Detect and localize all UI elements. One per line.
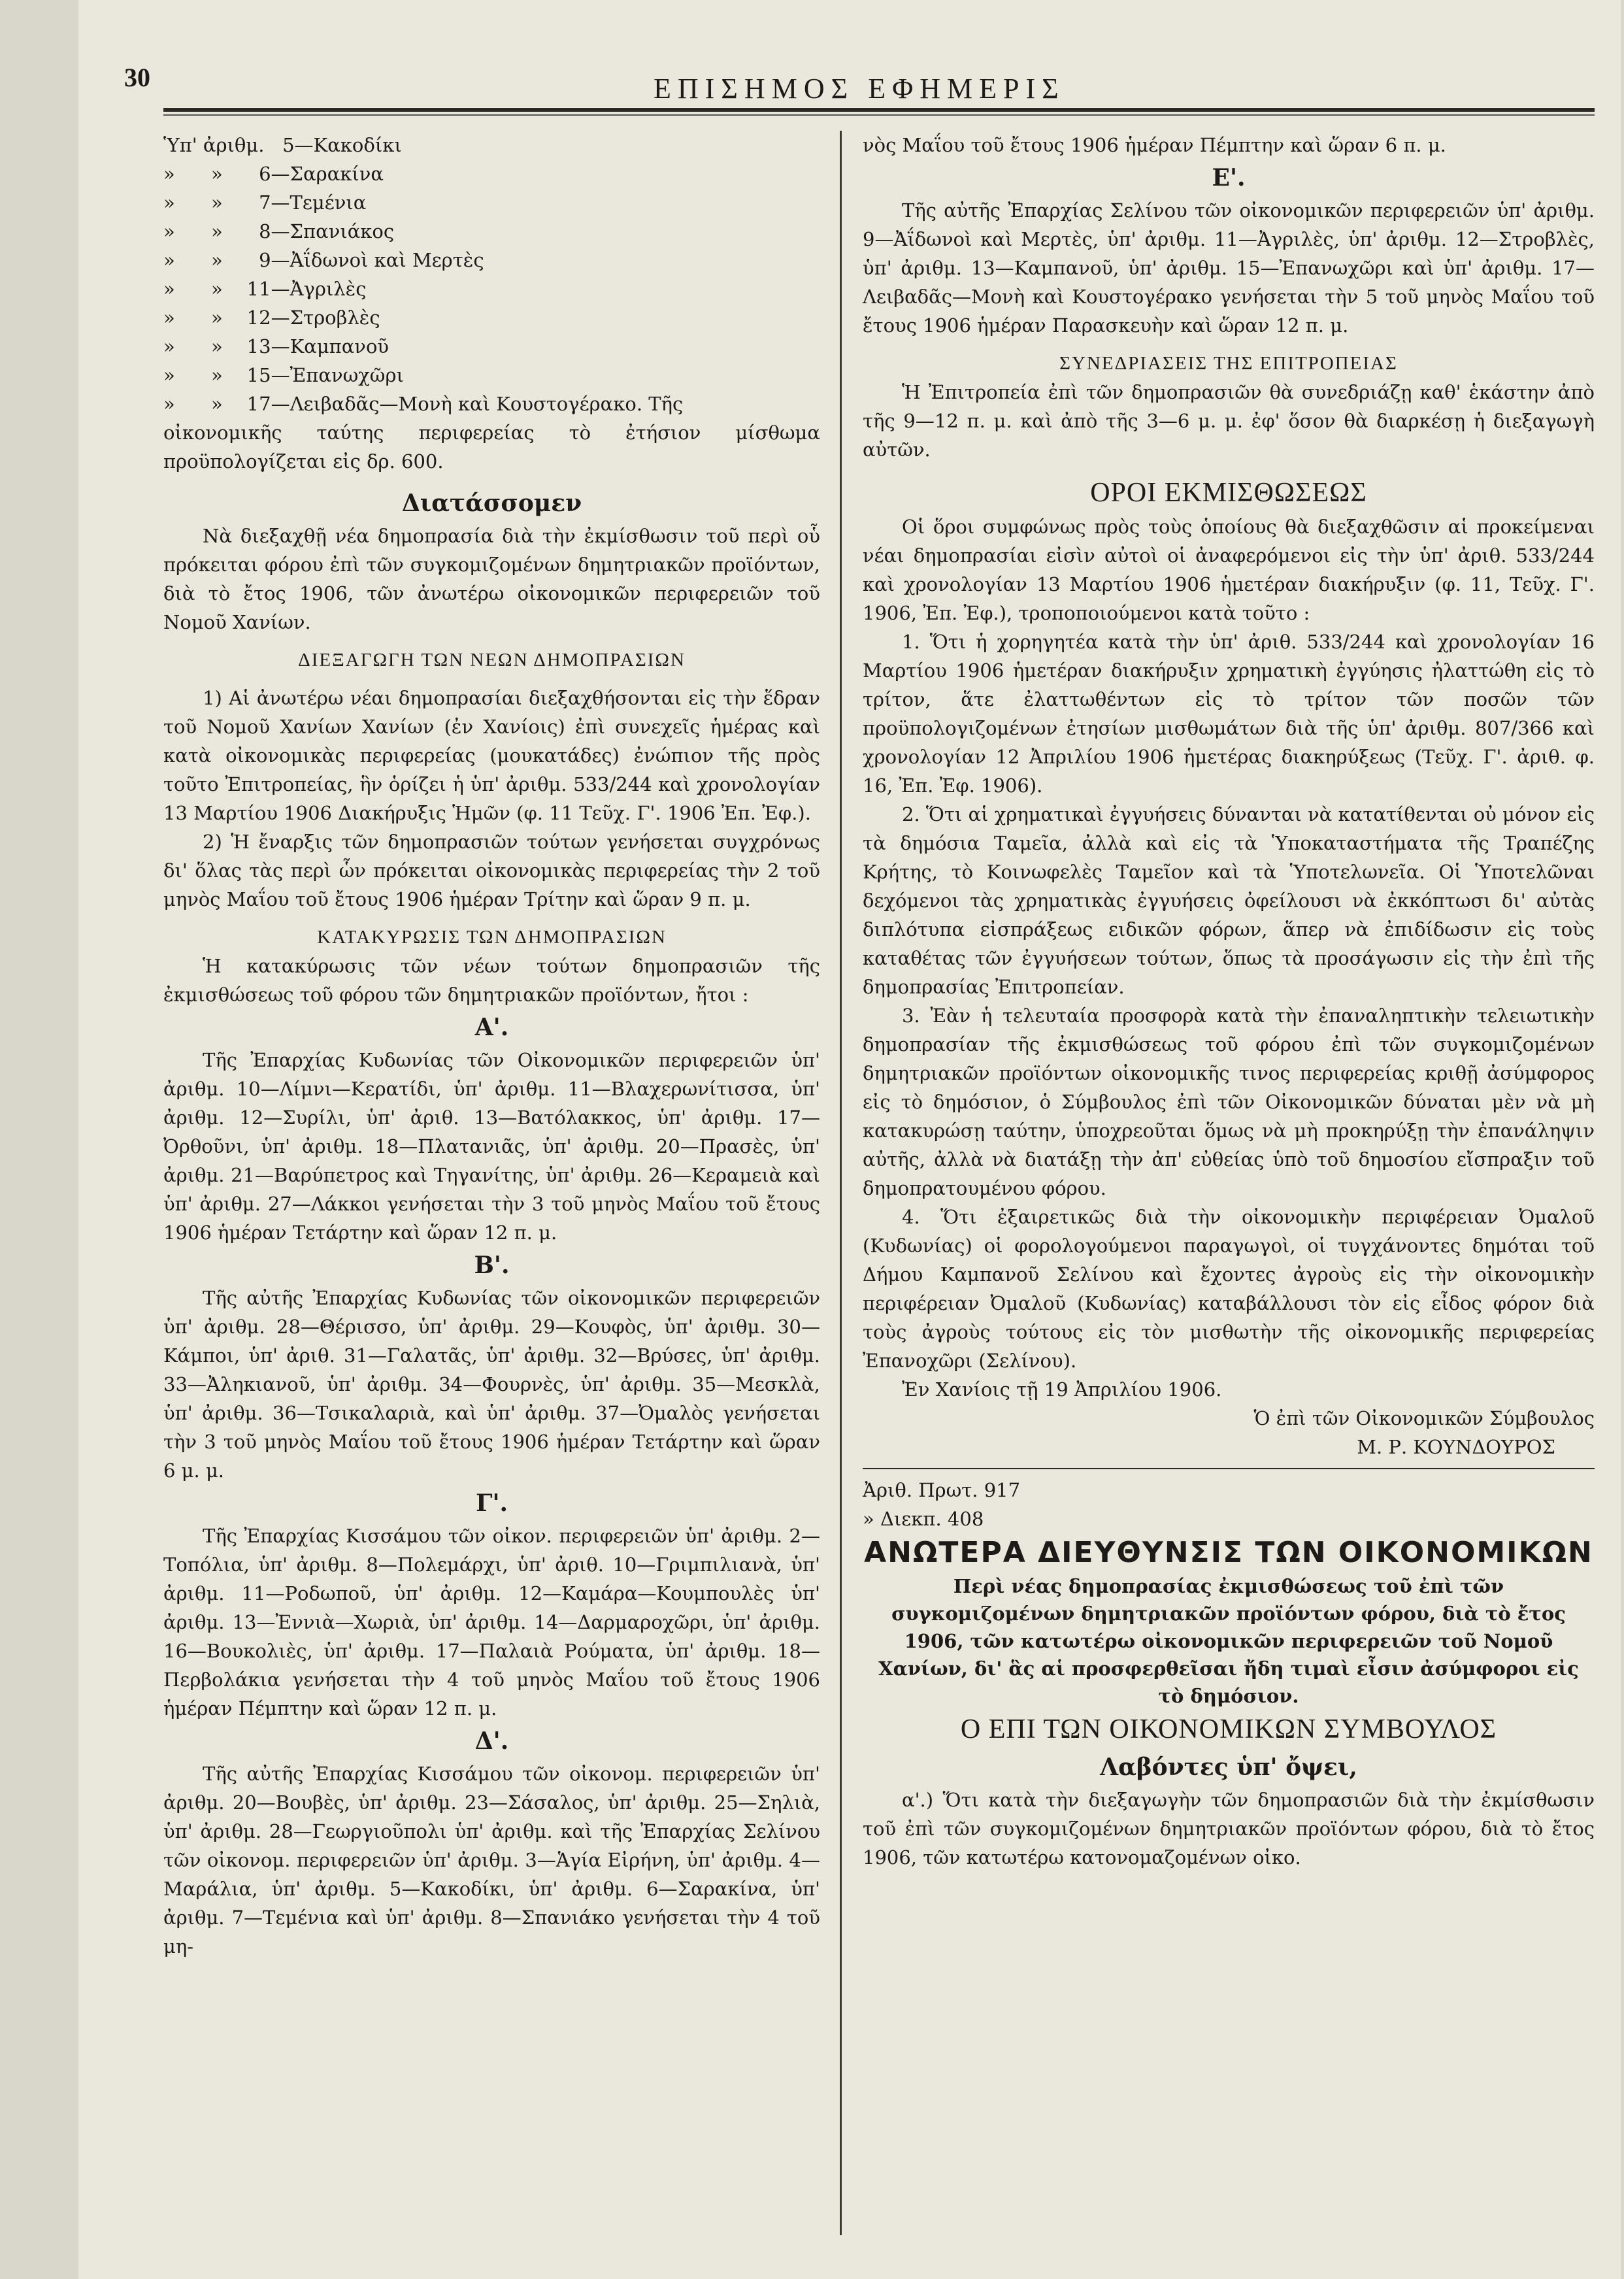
section-b: Β'. (474, 1252, 510, 1279)
signer-name: Μ. Ρ. ΚΟΥΝΔΟΥΡΟΣ (1357, 1436, 1555, 1458)
heading-sessions: ΣΥΝΕΔΡΙΑΣΕΙΣ ΤΗΣ ΕΠΙΤΡΟΠΕΙΑΣ (1059, 353, 1398, 374)
term-item: 2. Ὅτι αἱ χρηματικαὶ ἐγγυήσεις δύνανται νὰ κατατίθενται οὐ μόνον εἰς τὰ δημόσια Ταμεῖα, ἀλλὰ καὶ εἰς τὰ Ὑποκαταστήματα τῆς Τραπέζης Κρήτης, τὸ Κοινωφελὲς Ταμεῖον καὶ τὰ Ὑποτελωνεῖα. Οἱ Ὑποτελῶναι δεχόμενοι τὰς χρηματικὰς ἐγγυήσεις ὀφείλουσι νὰ ἐκκόπτωσι δι' αὐτὰς διπλότυπα εἰσπράξεως ειδικῶν φόρων, ἅπερ νὰ ἐπιδίδωσιν εἰς τοὺς καταθέτας τῶν ἐγγυήσεων τούτων, ὅπως τὰ προσάγωσιν εἰς τὴν ἐπὶ τῆς δημοπρασίας Ἐπιτροπείαν. (863, 803, 1595, 998)
list-line: » » 6—Σαρακίνα (163, 163, 384, 185)
list-line: » » 11—Ἀγριλὲς (163, 278, 367, 300)
column-divider (840, 131, 842, 2235)
separator (863, 1468, 1595, 1469)
header-rule-thin (163, 114, 1595, 116)
section-a: Α'. (474, 1014, 509, 1041)
heading-award: ΚΑΤΑΚΥΡΩΣΙΣ ΤΩΝ ΔΗΜΟΠΡΑΣΙΩΝ (317, 927, 667, 948)
list-line: » » 13—Καμπανοῦ (163, 335, 389, 358)
paragraph: Νὰ διεξαχθῇ νέα δημοπρασία διὰ τὴν ἐκμίσθωσιν τοῦ περὶ οὗ πρόκειται φόρου ἐπὶ τῶν συγκομιζομένων δημητριακῶν προϊόντων, διὰ τὸ ἔτος 1906, τῶν ἀνωτέρω οἰκονομικῶν περιφερειῶν τοῦ Νομοῦ Χανίων. (163, 525, 820, 633)
paragraph: Ἡ κατακύρωσις τῶν νέων τούτων δημοπρασιῶν τῆς ἐκμισθώσεως τοῦ φόρου τῶν δημητριακῶν προϊόντων, ἤτοι : (163, 955, 820, 1006)
paragraph: Τῆς αὐτῆς Ἐπαρχίας Σελίνου τῶν οἰκονομικῶν περιφερειῶν ὑπ' ἀριθμ. 9—Ἀΐδωνοὶ καὶ Μερτὲς, ὑπ' ἀριθμ. 11—Ἀγριλὲς, ὑπ' ἀριθμ. 12—Στροβλὲς, ὑπ' ἀριθμ. 13—Καμπανοῦ, ὑπ' ἀριθμ. 15—Ἐπανωχῶρι καὶ ὑπ' ἀριθμ. 17—Λειβαδᾶς—Μονὴ καὶ Κουστογέρακο γενήσεται τὴν 5 τοῦ μηνὸς Μαΐου τοῦ ἔτους 1906 ἡμέραν Παρασκευὴν καὶ ὥραν 12 π. μ. (863, 199, 1595, 337)
list-line: » » 17—Λειβαδᾶς—Μονὴ καὶ Κουστογέρακο. Τῆς (163, 393, 684, 415)
masthead-title: ΕΠΙΣΗΜΟΣ ΕΦΗΜΕΡΙΣ (654, 73, 1065, 105)
paragraph: Οἱ ὅροι συμφώνως πρὸς τοὺς ὁποίους θὰ διεξαχθῶσιν αἱ προκείμεναι νέαι δημοπρασίαι εἰσὶν αὐτοὶ οἱ ἀναφερόμενοι εἰς τὴν ὑπ' ἀριθ. 533/244 καὶ χρονολογίαν 13 Μαρτίου 1906 ἡμετέραν διακήρυξιν (φ. 11, Τεῦχ. Γ'. 1906, Ἐπ. Ἐφ.), τροποποιούμενοι κατὰ τοῦτο : (863, 516, 1595, 624)
term-item: 4. Ὅτι ἐξαιρετικῶς διὰ τὴν οἰκονομικὴν περιφέρειαν Ὀμαλοῦ (Κυδωνίας) οἱ φορολογούμενοι παραγωγοὶ, οἱ τυγχάνοντες δημόται τοῦ Δήμου Καμπανοῦ Σελίνου καὶ ἔχοντες ἀγροὺς εἰς τὴν οἰκονομικὴν περιφέρειαν Ὀμαλοῦ (Κυδωνίας) καταβάλλουσι τὸν εἰς εἶδος φόρον διὰ τοὺς ἀγροὺς τούτους εἰς τὸν μισθωτὴν τῆς οἰκονομικῆς περιφερείας Ἐπανοχῶρι (Σελίνου). (863, 1206, 1595, 1372)
paragraph: Τῆς αὐτῆς Ἐπαρχίας Κυδωνίας τῶν οἰκονομικῶν περιφερειῶν ὑπ' ἀριθμ. 28—Θέρισσο, ὑπ' ἀριθμ. 29—Κουφὸς, ὑπ' ἀριθμ. 30—Κάμποι, ὑπ' ἀριθ. 31—Γαλατᾶς, ὑπ' ἀριθμ. 32—Βρύσες, ὑπ' ἀριθμ. 33—Ἀληκιανοῦ, ὑπ' ἀριθμ. 34—Φουρνὲς, ὑπ' ἀριθμ. 35—Μεσκλὰ, ὑπ' ἀριθμ. 36—Τσικαλαριὰ, καὶ ὑπ' ἀριθμ. 37—Ὀμαλὸς γενήσεται τὴν 3 τοῦ μηνὸς Μαΐου τοῦ ἔτους 1906 ἡμέραν Τετάρτην καὶ ὥραν 6 μ. μ. (163, 1287, 820, 1482)
page-number: 30 (124, 63, 150, 92)
paragraph: α'.) Ὅτι κατὰ τὴν διεξαγωγὴν τῶν δημοπρασιῶν διὰ τὴν ἐκμίσθωσιν τοῦ ἐπὶ τῶν συγκομιζομένων δημητριακῶν προϊόντων φόρου, διὰ τὸ ἔτος 1906, τῶν κατωτέρω κατονομαζομένων οἰκο. (863, 1789, 1595, 1869)
header-rule (163, 108, 1595, 112)
term-item: 1. Ὅτι ἡ χορηγητέα κατὰ τὴν ὑπ' ἀριθ. 533/244 καὶ χρονολογίαν 16 Μαρτίου 1906 ἡμετέραν διακήρυξιν χρηματικὴ ἐγγύησις ἠλαττώθη εἰς τὸ τρίτον, ἅτε ἐλαττωθέντων εἰς τὸ τρίτον τῶν ποσῶν τῶν προϋπολογιζομένων ἐτησίων μισθωμάτων διὰ τῆς ὑπ' ἀριθμ. 807/366 καὶ χρονολογίαν 12 Ἀπριλίου 1906 ἡμετέρας διακηρύξεως (Τεῦχ. Γ'. ἀριθ. φ. 16, Ἐπ. Ἐφ. 1906). (863, 631, 1595, 797)
list-line: » » 9—Ἀΐδωνοὶ καὶ Μερτὲς (163, 249, 484, 271)
heading-symboulos: Ο ΕΠΙ ΤΩΝ ΟΙΚΟΝΟΜΙΚΩΝ ΣΥΜΒΟΥΛΟΣ (960, 1714, 1497, 1744)
labontes-heading: Λαβόντες ὑπ' ὄψει, (1100, 1754, 1357, 1781)
heading-conduct: ΔΙΕΞΑΓΩΓΗ ΤΩΝ ΝΕΩΝ ΔΗΜΟΠΡΑΣΙΩΝ (298, 650, 686, 671)
list-tail: οἰκονομικῆς ταύτης περιφερείας τὸ ἐτήσιον μίσθωμα προϋπολογίζεται εἰς δρ. 600. (163, 422, 820, 473)
list-line: » » 15—Ἐπανωχῶρι (163, 364, 404, 386)
heading-terms: ΟΡΟΙ ΕΚΜΙΣΘΩΣΕΩΣ (1090, 478, 1367, 508)
date-line: Ἐν Χανίοις τῇ 19 Ἀπριλίου 1906. (902, 1378, 1222, 1401)
list-line: Ὑπ' ἀριθμ. 5—Κακοδίκι (163, 134, 402, 156)
term-item: 3. Ἐὰν ἡ τελευταία προσφορὰ κατὰ τὴν ἐπαναληπτικὴν τελειωτικὴν δημοπρασίαν τῆς ἐκμισθώσεως τοῦ φόρου ἐπὶ τῶν συγκομιζομένων δημητριακῶν προϊόντων οἰκονομικῆς τινος περιφερείας κριθῇ ἀσύμφορος εἰς τὸ δημόσιον, ὁ Σύμβουλος ἐπὶ τῶν Οἰκονομικῶν δύναται μὲν νὰ μὴ κατακυρώσῃ ταύτην, ὑποχρεοῦται ὅμως νὰ μὴ προκηρύξῃ τὴν ἐπανάληψιν αὐτῆς, ἀλλὰ νὰ διατάξῃ τὴν ἀπ' εὐθείας ὑπὸ τοῦ δημοσίου εἴσπραξιν τοῦ δημοπρατουμένου φόρου. (863, 1005, 1595, 1199)
list-line: » » 12—Στροβλὲς (163, 307, 380, 329)
paragraph: Τῆς Ἐπαρχίας Κυδωνίας τῶν Οἰκονομικῶν περιφερειῶν ὑπ' ἀριθμ. 10—Λίμνι—Κερατίδι, ὑπ' ἀριθμ. 11—Βλαχερωνίτισσα, ὑπ' ἀριθμ. 12—Συρίλι, ὑπ' ἀριθ. 13—Βατόλακκος, ὑπ' ἀριθμ. 17—Ὀρθοῦνι, ὑπ' ἀριθμ. 18—Πλατανιᾶς, ὑπ' ἀριθμ. 20—Πρασὲς, ὑπ' ἀριθμ. 21—Βαρύπετρος καὶ Τηγανίτης, ὑπ' ἀριθμ. 26—Κεραμειὰ καὶ ὑπ' ἀριθμ. 27—Λάκκοι γενήσεται τὴν 3 τοῦ μηνὸς Μαΐου τοῦ ἔτους 1906 ἡμέραν Τετάρτην καὶ ὥραν 12 π. μ. (163, 1049, 820, 1244)
paragraph: 2) Ἡ ἔναρξις τῶν δημοπρασιῶν τούτων γενήσεται συγχρόνως δι' ὅλας τὰς περὶ ὧν πρόκειται οἰκονομικὰς περιφερείας τὴν 2 τοῦ μηνὸς Μαΐου τοῦ ἔτους 1906 ἡμέραν Τρίτην καὶ ὥραν 9 π. μ. (163, 831, 820, 910)
protocol-number: Ἀριθ. Πρωτ. 917 (863, 1479, 1021, 1501)
list-line: » » 7—Τεμένια (163, 191, 367, 214)
section-e: Ε'. (1212, 164, 1246, 191)
diekp-number: » Διεκπ. 408 (863, 1508, 984, 1530)
bold-paragraph: Περὶ νέας δημοπρασίας ἐκμισθώσεως τοῦ ἐπὶ τῶν συγκομιζομένων δημητριακῶν προϊόντων φόρου, διὰ τὸ ἔτος 1906, τῶν κατωτέρω οἰκονομικῶν περιφερειῶν τοῦ Νομοῦ Χανίων, δι' ἃς αἱ προσφερθεῖσαι ἤδη τιμαὶ εἶσιν ἀσύμφοροι εἰς τὸ δημόσιον. (878, 1575, 1579, 1707)
paragraph: Τῆς αὐτῆς Ἐπαρχίας Κισσάμου τῶν οἰκονομ. περιφερειῶν ὑπ' ἀριθμ. 20—Βουβὲς, ὑπ' ἀριθμ. 23—Σάσαλος, ὑπ' ἀριθμ. 25—Σηλιὰ, ὑπ' ἀριθμ. 28—Γεωργιοῦπολι ὑπ' ἀριθμ. καὶ τῆς Ἐπαρχίας Σελίνου τῶν οἰκονομ. περιφερειῶν ὑπ' ἀριθμ. 3—Ἁγία Εἰρήνη, ὑπ' ἀριθμ. 4—Μαράλια, ὑπ' ἀριθμ. 5—Κακοδίκι, ὑπ' ἀριθμ. 6—Σαρακίνα, ὑπ' ἀριθμ. 7—Τεμένια καὶ ὑπ' ἀριθμ. 8—Σπανιάκο γενήσεται τὴν 4 τοῦ μη- (163, 1763, 820, 1957)
heavy-heading: ΑΝΩΤΕΡΑ ΔΙΕΥΘΥΝΣΙΣ ΤΩΝ ΟΙΚΟΝΟΜΙΚΩΝ (864, 1536, 1593, 1569)
paragraph: Ἡ Ἐπιτροπεία ἐπὶ τῶν δημοπρασιῶν θὰ συνεδριάζῃ καθ' ἑκάστην ἀπὸ τῆς 9—12 π. μ. καὶ ἀπὸ τῆς 3—6 μ. μ. ἐφ' ὅσον θὰ διαρκέσῃ ἡ διεξαγωγὴ αὐτῶν. (863, 381, 1595, 461)
paragraph: 1) Αἱ ἀνωτέρω νέαι δημοπρασίαι διεξαχθήσονται εἰς τὴν ἕδραν τοῦ Νομοῦ Χανίων Χανίων (ἐν Χανίοις) ἐπὶ συνεχεῖς ἡμέρας καὶ κατὰ οἰκονομικὰς περιφερείας (μουκατάδες) ἐνώπιον τῆς πρὸς τοῦτο Ἐπιτροπείας, ἣν ὁρίζει ἡ ὑπ' ἀριθμ. 533/244 καὶ χρονολογίαν 13 Μαρτίου 1906 Διακήρυξις Ἡμῶν (φ. 11 Τεῦχ. Γ'. 1906 Ἐπ. Ἐφ.). (163, 687, 820, 824)
diatassomen-heading: Διατάσσομεν (401, 490, 582, 517)
section-d: Δ'. (474, 1727, 509, 1755)
list-line: » » 8—Σπανιάκος (163, 220, 395, 242)
paragraph-continued: νὸς Μαΐου τοῦ ἔτους 1906 ἡμέραν Πέμπτην καὶ ὥραν 6 π. μ. (863, 134, 1446, 156)
paragraph: Τῆς Ἐπαρχίας Κισσάμου τῶν οἰκον. περιφερειῶν ὑπ' ἀριθμ. 2—Τοπόλια, ὑπ' ἀριθμ. 8—Πολεμάρχι, ὑπ' ἀριθ. 10—Γριμπιλιανὰ, ὑπ' ἀριθμ. 11—Ροδωποῦ, ὑπ' ἀριθμ. 12—Καμάρα—Κουμπουλὲς ὑπ' ἀριθμ. 13—Ἐννιὰ—Χωριὰ, ὑπ' ἀριθμ. 14—Δαρμαροχῶρι, ὑπ' ἀριθμ. 16—Βουκολιὲς, ὑπ' ἀριθμ. 17—Παλαιὰ Ρούματα, ὑπ' ἀριθμ. 18—Περβολάκια γενήσεται τὴν 4 τοῦ μηνὸς Μαΐου τοῦ ἔτους 1906 ἡμέραν Πέμπτην καὶ ὥραν 12 π. μ. (163, 1525, 820, 1720)
left-column (163, 131, 820, 1961)
section-c: Γ'. (475, 1489, 508, 1517)
right-column (863, 131, 1595, 1872)
signer-title: Ὁ ἐπὶ τῶν Οἰκονομικῶν Σύμβουλος (1253, 1407, 1595, 1429)
